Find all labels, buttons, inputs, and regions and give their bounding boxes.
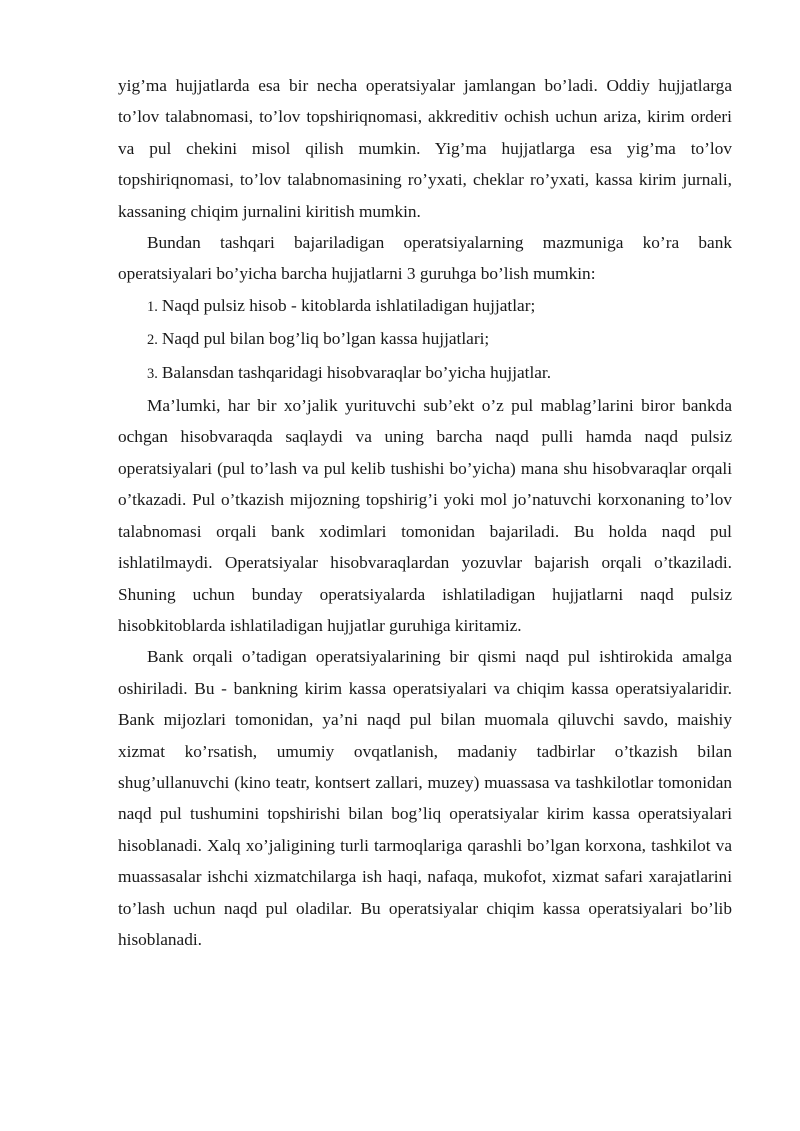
list-item [118,290,732,323]
list-item-number: 1. [147,298,158,315]
list-item-number: 3. [147,365,158,382]
list-item-text: Balansdan tashqaridagi hisobvaraqlar bo’yicha hujjatlar. [161,362,552,382]
list-item-text: Naqd pulsiz hisob - kitoblarda ishlatiladigan hujjatlar; [161,295,536,315]
document-page [118,70,732,955]
list-item [118,357,732,390]
document-groups-list [118,290,732,390]
paragraph-continuation: yig’ma hujjatlarda esa bir necha operatsiyalar jamlangan bo’ladi. Oddiy hujjatlarga to’lov talabnomasi, to’lov topshiriqnomasi, akkreditiv ochish uchun ariza, kirim orderi va pul chekini misol qilish mumkin. Yig’ma hujjatlarga esa yig’ma to’lov topshiriqnomasi, to’lov talabnomasining ro’yxati, cheklar ro’yxati, kassa kirim jurnali, kassaning chiqim jurnalini kiritish mumkin. [118,76,732,221]
list-item-text: Naqd pul bilan bog’liq bo’lgan kassa hujjatlari; [161,329,490,349]
paragraph-document-groups-intro: Bundan tashqari bajariladigan operatsiyalarning mazmuniga ko’ra bank operatsiyalari bo’yicha barcha hujjatlarni 3 guruhga bo’lish mumkin: [118,233,732,284]
list-item [118,323,732,356]
list-item-number: 2. [147,332,158,349]
paragraph-cash-operations: Bank orqali o’tadigan operatsiyalarining bir qismi naqd pul ishtirokida amalga oshiriladi. Bu - bankning kirim kassa operatsiyalari va chiqim kassa operatsiyalaridir. Bank mijozlari tomonidan, ya’ni naqd pul bilan muomala qiluvchi savdo, maishiy xizmat ko’rsatish, umumiy ovqatlanish, madaniy tadbirlar o’tkazish bilan shug’ullanuvchi (kino teatr, kontsert zallari, muzey) muassasa va tashkilotlar tomonidan naqd pul tushumini topshirishi bilan bog’liq operatsiyalar kirim kassa operatsiyalari hisoblanadi. Xalq xo’jaligining turli tarmoqlariga qarashli bo’lgan korxona, tashkilot va muassasalar ishchi xizmatchilarga ish haqi, nafaqa, mukofot, xizmat safari xarajatlarini to’lash uchun naqd pul oladilar. Bu operatsiyalar chiqim kassa operatsiyalari bo’lib hisoblanadi. [118,647,732,949]
paragraph-cashless-operations: Ma’lumki, har bir xo’jalik yurituvchi sub’ekt o’z pul mablag’larini biror bankda ochgan hisobvaraqda saqlaydi va uning barcha naqd pulli hamda naqd pulsiz operatsiyalari (pul to’lash va pul kelib tushishi bo’yicha) mana shu hisobvaraqlar orqali o’tkazadi. Pul o’tkazish mijozning topshirig’i yoki mol jo’natuvchi korxonaning to’lov talabnomasi orqali bank xodimlari tomonidan bajariladi. Bu holda naqd pul ishlatilmaydi. Operatsiyalar hisobvaraqlardan yozuvlar bajarish orqali o’tkaziladi. Shuning uchun bunday operatsiyalarda ishlatiladigan hujjatlarni naqd pulsiz hisobkitoblarda ishlatiladigan hujjatlar guruhiga kiritamiz. [118,396,732,635]
